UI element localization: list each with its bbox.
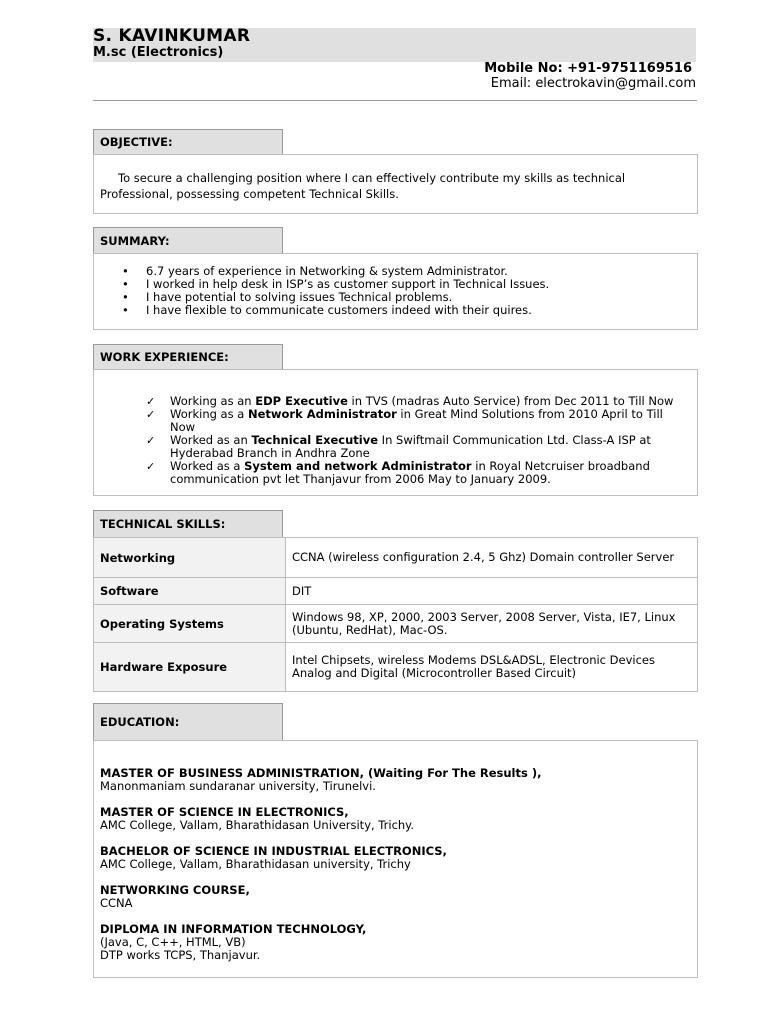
education-institution: AMC College, Vallam, Bharathidasan university, Trichy xyxy=(100,857,411,871)
education-institution: Manonmaniam sundaranar university, Tirunelvi. xyxy=(100,779,376,793)
list-item xyxy=(100,805,680,832)
list-item: • 6.7 years of experience in Networking & system Administrator. xyxy=(122,264,508,278)
education-degree: MASTER OF BUSINESS ADMINISTRATION, (Waiting For The Results ), xyxy=(100,766,542,780)
list-item: • I have flexible to communicate customers indeed with their quires. xyxy=(122,303,532,317)
list-item: ✓ Worked as a System and network Administrator in Royal Netcruiser broadband communication pvt let Thanjavur from 2006 May to January 2009. xyxy=(146,459,650,486)
list-item: ✓ Working as an EDP Executive in TVS (madras Auto Service) from Dec 2011 to Till Now xyxy=(146,394,674,408)
education-degree: BACHELOR OF SCIENCE IN INDUSTRIAL ELECTRONICS, xyxy=(100,844,447,858)
list-item xyxy=(100,766,680,793)
technical-skills-table xyxy=(93,537,698,692)
skill-value: DIT xyxy=(286,578,698,605)
bullet-icon: • xyxy=(122,290,129,304)
education-institution: DTP works TCPS, Thanjavur. xyxy=(100,948,261,962)
table-row xyxy=(94,605,698,643)
list-item xyxy=(100,883,680,910)
checkmark-icon: ✓ xyxy=(146,395,156,408)
skill-value: CCNA (wireless configuration 2.4, 5 Ghz) Domain controller Server xyxy=(286,538,698,578)
candidate-degree: M.sc (Electronics) xyxy=(93,45,224,60)
education-degree: MASTER OF SCIENCE IN ELECTRONICS, xyxy=(100,805,349,819)
bullet-icon: • xyxy=(122,277,129,291)
work-experience-title: WORK EXPERIENCE: xyxy=(93,344,283,370)
summary-list xyxy=(94,265,549,317)
work-experience-list xyxy=(94,395,694,486)
skill-value: Intel Chipsets, wireless Modems DSL&ADSL, Electronic Devices Analog and Digital (Microcontroller Based Circuit) xyxy=(286,643,698,692)
list-item xyxy=(100,844,680,871)
summary-title: SUMMARY: xyxy=(93,227,283,254)
skill-key: Operating Systems xyxy=(94,605,286,643)
bullet-icon: • xyxy=(122,303,129,317)
checkmark-icon: ✓ xyxy=(146,460,156,473)
checkmark-icon: ✓ xyxy=(146,408,156,421)
list-item: ✓ Working as a Network Administrator in Great Mind Solutions from 2010 April to Till Now xyxy=(146,407,663,434)
list-item xyxy=(100,922,680,962)
work-experience-box xyxy=(93,369,698,496)
objective-text: To secure a challenging position where I can effectively contribute my skills as technical Professional, possessing competent Technical Skills. xyxy=(100,171,626,201)
table-row xyxy=(94,643,698,692)
list-item: • I have potential to solving issues Technical problems. xyxy=(122,290,453,304)
checkmark-icon: ✓ xyxy=(146,434,156,447)
table-row xyxy=(94,538,698,578)
bullet-icon: • xyxy=(122,264,129,278)
skill-key: Networking xyxy=(94,538,286,578)
skill-value: Windows 98, XP, 2000, 2003 Server, 2008 Server, Vista, IE7, Linux (Ubuntu, RedHat), Mac-OS. xyxy=(286,605,698,643)
objective-title: OBJECTIVE: xyxy=(93,129,283,155)
education-details: (Java, C, C++, HTML, VB) xyxy=(100,935,246,949)
table-row xyxy=(94,578,698,605)
list-item: • I worked in help desk in ISP’s as customer support in Technical Issues. xyxy=(122,277,550,291)
list-item: ✓ Worked as an Technical Executive In Swiftmail Communication Ltd. Class-A ISP at Hyderabad Branch in Andhra Zone xyxy=(146,433,651,460)
header-divider xyxy=(93,100,697,101)
education-degree: NETWORKING COURSE, xyxy=(100,883,250,897)
technical-skills-title: TECHNICAL SKILLS: xyxy=(93,510,283,538)
email-address[interactable]: Email: electrokavin@gmail.com xyxy=(490,76,696,91)
education-institution: CCNA xyxy=(100,896,133,910)
education-institution: AMC College, Vallam, Bharathidasan University, Trichy. xyxy=(100,818,414,832)
education-degree: DIPLOMA IN INFORMATION TECHNOLOGY, xyxy=(100,922,367,936)
education-list xyxy=(100,766,680,974)
education-box xyxy=(93,740,698,978)
education-title: EDUCATION: xyxy=(93,703,283,741)
candidate-name: S. KAVINKUMAR xyxy=(93,26,251,46)
mobile-number: Mobile No: +91-9751169516 xyxy=(484,61,692,76)
skill-key: Software xyxy=(94,578,286,605)
skill-key: Hardware Exposure xyxy=(94,643,286,692)
summary-box xyxy=(93,253,698,330)
objective-box xyxy=(93,154,698,214)
